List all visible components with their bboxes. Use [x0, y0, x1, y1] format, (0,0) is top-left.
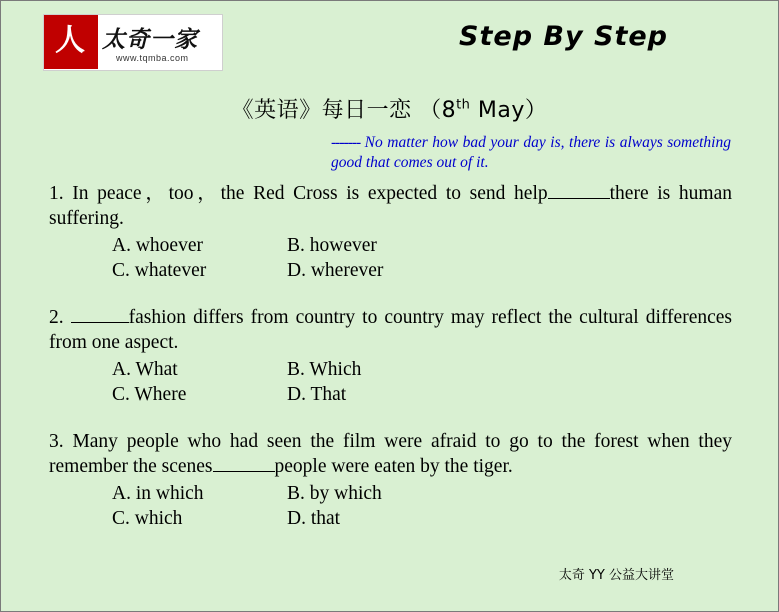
slide-header	[1, 1, 778, 79]
question-number: 2.	[49, 307, 64, 328]
footer-text: 太奇 YY 公益大讲堂	[558, 568, 674, 583]
answer-blank	[548, 184, 610, 199]
question-stem	[49, 305, 732, 355]
subtitle-suffix: May）	[470, 98, 548, 123]
option-b[interactable]: B. Which	[287, 359, 362, 380]
question-item	[49, 305, 732, 407]
question-stem	[49, 429, 732, 479]
brand-logo	[43, 14, 223, 71]
logo-mark-icon	[44, 15, 98, 69]
question-stem	[49, 181, 732, 231]
option-row	[112, 233, 732, 258]
option-d[interactable]: D. That	[287, 384, 347, 405]
option-c[interactable]: C. whatever	[112, 260, 207, 281]
answer-blank	[71, 308, 129, 323]
question-text-after: fashion differs from country to country may reflect the cultural differences from one aspect.	[49, 307, 733, 353]
subtitle-superscript: th	[456, 97, 471, 113]
option-group	[49, 481, 732, 531]
subtitle-prefix: 《英语》每日一恋 （8	[231, 98, 457, 123]
question-number: 3.	[49, 431, 64, 452]
question-text-after: there is human suffering.	[49, 183, 732, 229]
logo-mark-char: 人	[55, 24, 85, 57]
option-a[interactable]: A. What	[112, 359, 178, 380]
question-text-before: Many people who had seen the film were afraid to go to the forest when they remember the scenes	[49, 431, 732, 477]
quote-dash: -------	[331, 134, 361, 151]
logo-url-text: www.tqmba.com	[116, 53, 189, 63]
subtitle	[1, 93, 778, 124]
answer-blank	[213, 457, 275, 472]
option-row	[112, 258, 732, 283]
logo-brand-text: 太奇一家	[102, 27, 198, 53]
option-group	[49, 357, 732, 407]
question-list	[1, 181, 779, 531]
option-c[interactable]: C. Where	[112, 384, 187, 405]
option-c[interactable]: C. which	[112, 508, 183, 529]
option-d[interactable]: D. that	[287, 508, 341, 529]
spacer	[1, 283, 779, 305]
option-b[interactable]: B. however	[287, 235, 377, 256]
page-title: Step By Step	[459, 21, 668, 52]
question-text-after: people were eaten by the tiger.	[274, 456, 513, 477]
quote-block	[331, 133, 731, 173]
option-row	[112, 382, 732, 407]
option-a[interactable]: A. in which	[112, 483, 204, 504]
option-group	[49, 233, 732, 283]
option-row	[112, 506, 732, 531]
option-row	[112, 481, 732, 506]
question-number: 1.	[49, 183, 64, 204]
option-b[interactable]: B. by which	[287, 483, 382, 504]
question-text-before: In peace，too，the Red Cross is expected to send help	[72, 183, 548, 204]
spacer	[1, 407, 779, 429]
option-row	[112, 357, 732, 382]
question-item	[49, 181, 732, 283]
quote-text: No matter how bad your day is, there is always something good that comes out of it.	[331, 134, 731, 171]
question-item	[49, 429, 732, 531]
option-d[interactable]: D. wherever	[287, 260, 384, 281]
option-a[interactable]: A. whoever	[112, 235, 203, 256]
